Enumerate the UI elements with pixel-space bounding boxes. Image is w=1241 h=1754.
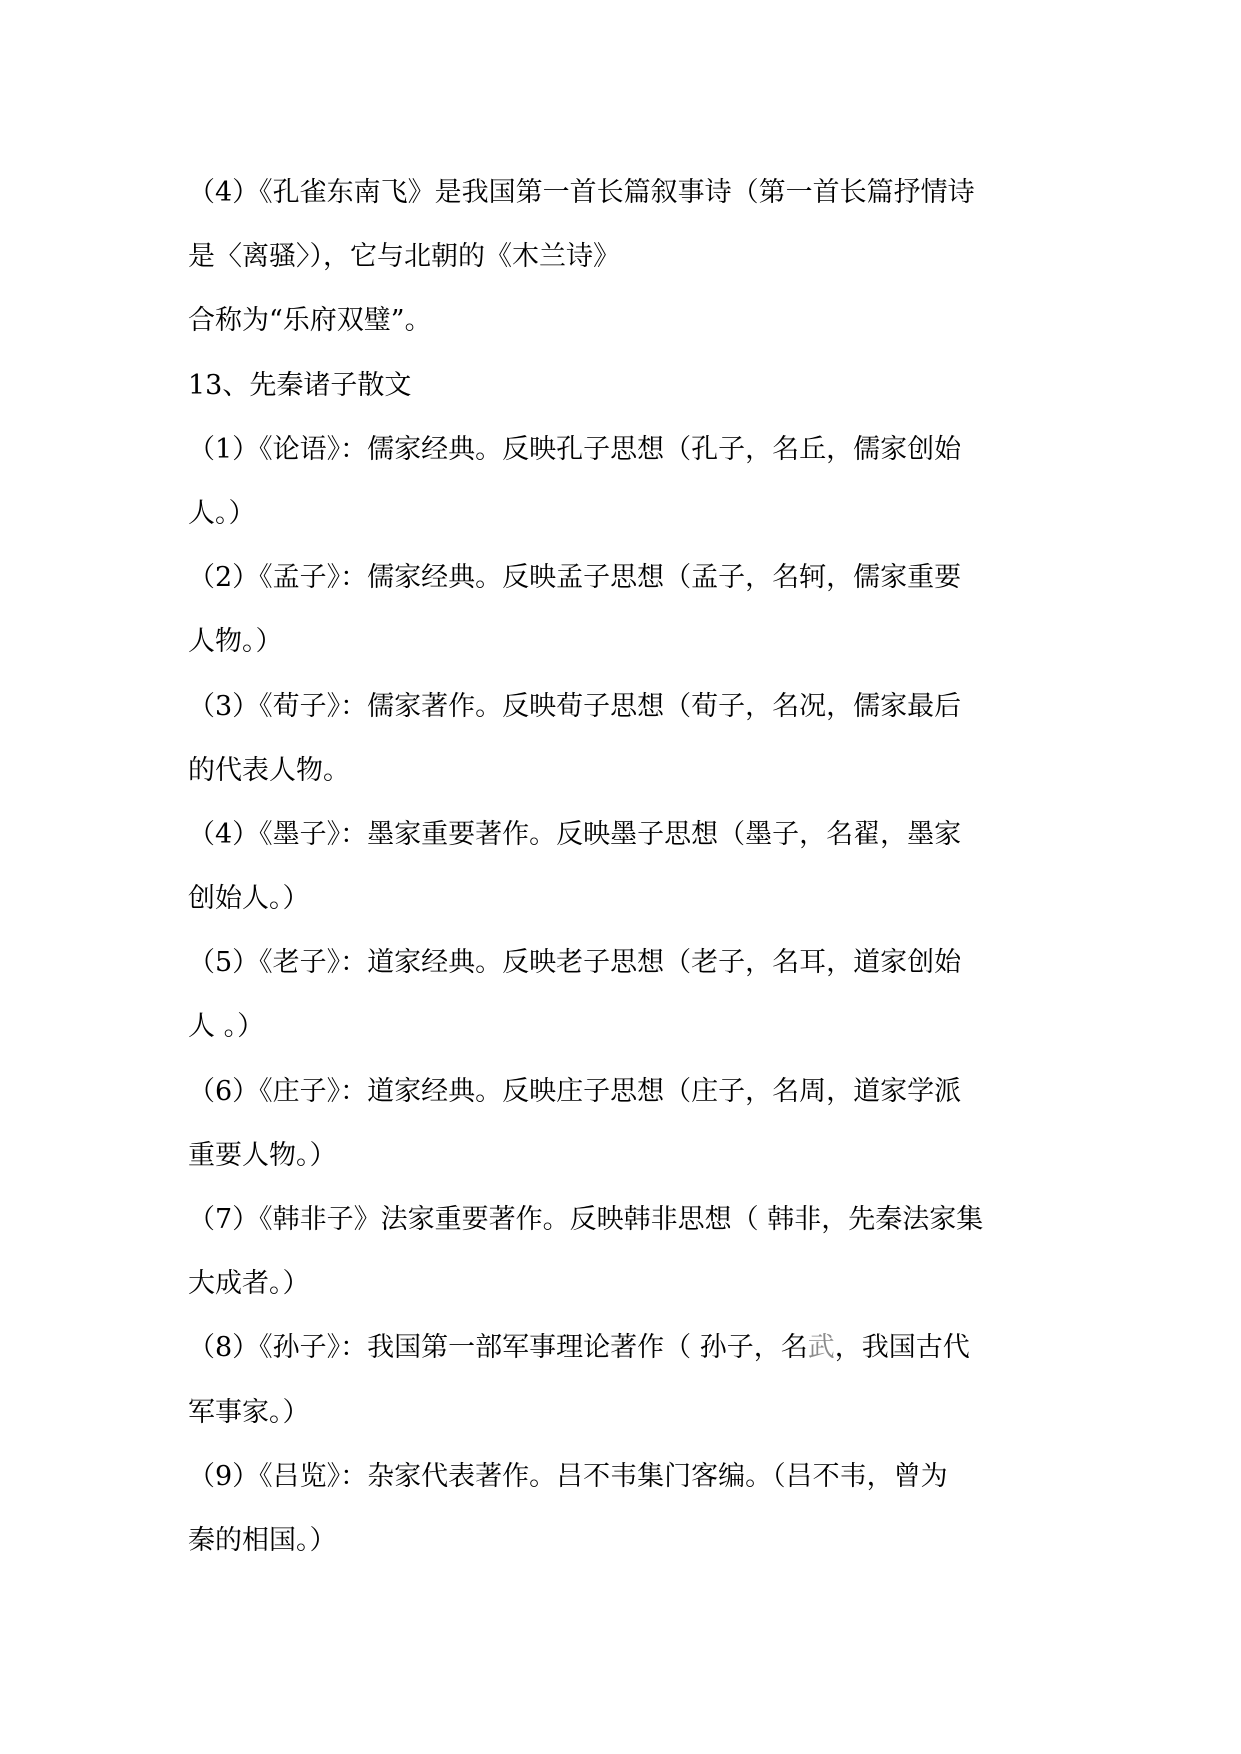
text-line: 重要人物。） [188, 1139, 337, 1171]
section-heading: 13、先秦诸子散文 [188, 369, 412, 401]
text-line: （5）《老子》：道家经典。反映老子思想（老子，名耳，道家创始 [188, 947, 962, 979]
text-line: 人 。） [188, 1011, 265, 1043]
text-line: 合称为“乐府双璧”。 [188, 305, 432, 337]
text-line: （2）《孟子》：儒家经典。反映孟子思想（孟子，名轲，儒家重要 [188, 562, 962, 594]
text-segment: （8）《孙子》：我国第一部军事理论著作（ 孙子，名 [188, 1332, 808, 1364]
text-segment: ，我国古代 [834, 1332, 970, 1364]
text-line: 创始人。） [188, 883, 310, 915]
text-line: 秦的相国。） [188, 1524, 337, 1556]
text-line: （3）《荀子》：儒家著作。反映荀子思想（荀子，名况，儒家最后 [188, 690, 962, 722]
text-line: （6）《庄子》：道家经典。反映庄子思想（庄子，名周，道家学派 [188, 1075, 962, 1107]
document-body [188, 161, 1068, 1573]
text-line [188, 1316, 1068, 1380]
text-line: 大成者。） [188, 1268, 310, 1300]
text-line: （7）《韩非子》法家重要著作。反映韩非思想（ 韩非，先秦法家集 [188, 1204, 984, 1235]
text-line: （1）《论语》：儒家经典。反映孔子思想（孔子，名丘，儒家创始 [188, 433, 962, 465]
text-line: （9）《吕览》：杂家代表著作。吕不韦集门客编。（吕不韦，曾为 [188, 1460, 948, 1492]
text-line: （4）《孔雀东南飞》是我国第一首长篇叙事诗（第一首长篇抒情诗 [188, 177, 975, 208]
text-line: 是〈离骚〉），它与北朝的《木兰诗》 [188, 241, 620, 273]
text-line: 的代表人物。 [188, 754, 350, 786]
text-line: 军事家。） [188, 1396, 310, 1428]
text-line: 人物。） [188, 626, 283, 658]
highlighted-character: 武 [807, 1332, 835, 1364]
text-line: （4）《墨子》：墨家重要著作。反映墨子思想（墨子，名翟，墨家 [188, 818, 962, 850]
text-line: 人。） [188, 497, 256, 529]
